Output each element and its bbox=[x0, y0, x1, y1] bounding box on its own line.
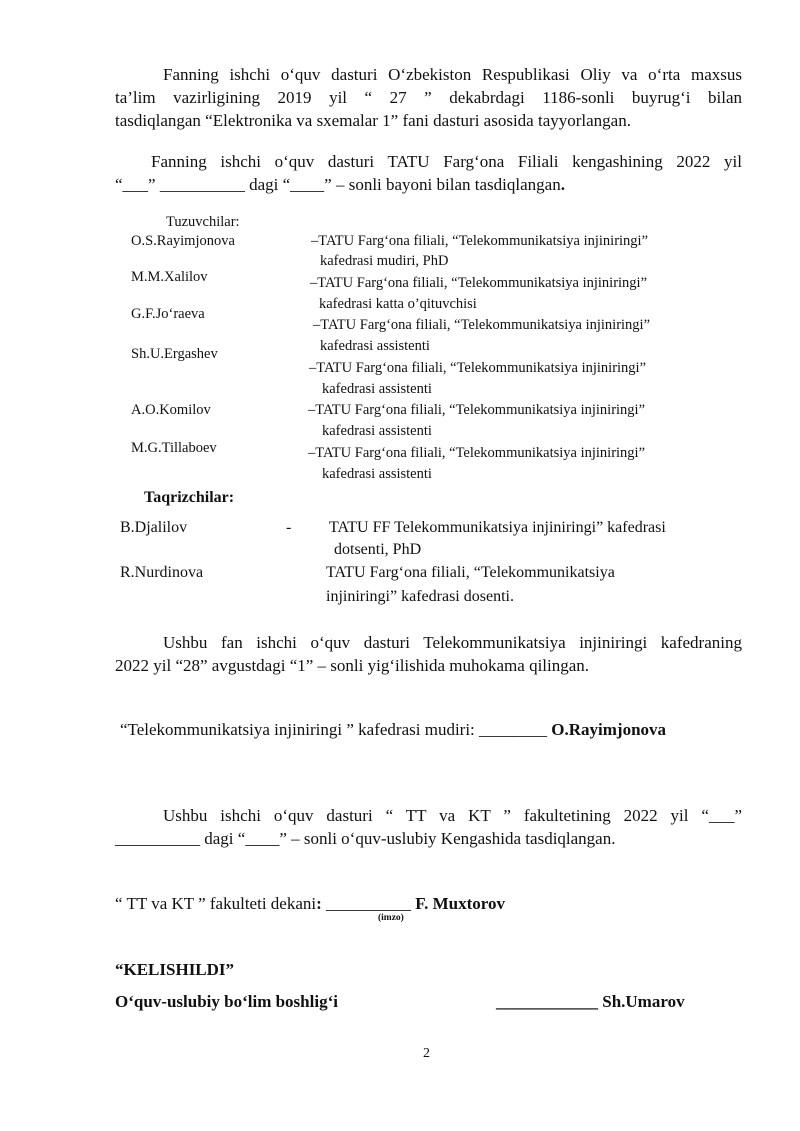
para1-line2: ta’lim vazirligining 2019 yil “ 27 ” dekabrdagi 1186-sonli buyrug‘i bilan bbox=[115, 88, 742, 107]
author-position: kafedrasi mudiri, PhD bbox=[320, 253, 449, 269]
reviewer-dash: - bbox=[286, 519, 292, 536]
reviewer-affiliation: TATU FF Telekommunikatsiya injiniringi” kafedrasi bbox=[329, 519, 666, 536]
reviewer-name: B.Djalilov bbox=[120, 519, 188, 536]
imzo-label: (imzo) bbox=[378, 913, 404, 923]
reviewer-position: injiniringi” kafedrasi dosenti. bbox=[326, 588, 514, 605]
dean-signature-label: “ TT va KT ” fakulteti dekani bbox=[115, 894, 317, 913]
dean-signature-line bbox=[115, 892, 505, 915]
agreed-dept: O‘quv-uslubiy bo‘lim boshlig‘i bbox=[115, 992, 338, 1011]
head-signature-label: “Telekommunikatsiya injiniringi ” kafedrasi mudiri: ________ bbox=[120, 720, 548, 739]
dean-signature-name: F. Muxtorov bbox=[415, 894, 506, 913]
para3-line1: Ushbu fan ishchi o‘quv dasturi Telekommunikatsiya injiniringi kafedraning bbox=[163, 633, 742, 652]
para2-line2-end: . bbox=[560, 175, 565, 194]
author-position: kafedrasi assistenti bbox=[322, 381, 432, 397]
author-name: A.O.Komilov bbox=[131, 402, 211, 418]
author-position: kafedrasi katta o’qituvchisi bbox=[319, 296, 477, 312]
agreed-heading: “KELISHILDI” bbox=[115, 960, 235, 979]
author-affiliation: –TATU Farg‘ona filiali, “Telekommunikatsiya injiniringi” bbox=[308, 445, 646, 461]
author-affiliation: –TATU Farg‘ona filiali, “Telekommunikatsiya injiniringi” bbox=[313, 317, 651, 333]
agreed-signature bbox=[496, 990, 685, 1013]
author-position: kafedrasi assistenti bbox=[322, 466, 432, 482]
author-position: kafedrasi assistenti bbox=[320, 338, 430, 354]
author-name: G.F.Jo‘raeva bbox=[131, 306, 205, 322]
para2-line1: Fanning ishchi o‘quv dasturi TATU Farg‘ona Filiali kengashining 2022 yil bbox=[151, 152, 742, 171]
para2-line2 bbox=[115, 173, 565, 196]
dean-signature-colon: : bbox=[316, 894, 322, 913]
author-name: O.S.Rayimjonova bbox=[131, 233, 235, 249]
para4-line2: __________ dagi “____” – sonli o‘quv-uslubiy Kengashida tasdiqlangan. bbox=[115, 829, 616, 848]
author-affiliation: –TATU Farg‘ona filiali, “Telekommunikatsiya injiniringi” bbox=[310, 275, 648, 291]
para2-line2-text: “___” __________ dagi “____” – sonli bayoni bilan tasdiqlangan bbox=[115, 175, 561, 194]
reviewer-position: dotsenti, PhD bbox=[334, 541, 422, 558]
head-signature-line bbox=[120, 718, 666, 741]
authors-heading: Tuzuvchilar: bbox=[166, 214, 240, 230]
author-affiliation: –TATU Farg‘ona filiali, “Telekommunikatsiya injiniringi” bbox=[308, 402, 646, 418]
agreed-blank: ____________ bbox=[496, 992, 598, 1011]
author-name: M.M.Xalilov bbox=[131, 269, 208, 285]
author-position: kafedrasi assistenti bbox=[322, 423, 432, 439]
reviewer-name: R.Nurdinova bbox=[120, 564, 204, 581]
author-affiliation: –TATU Farg‘ona filiali, “Telekommunikatsiya injiniringi” bbox=[309, 360, 647, 376]
author-affiliation: –TATU Farg‘ona filiali, “Telekommunikatsiya injiniringi” bbox=[311, 233, 649, 249]
page-number: 2 bbox=[423, 1046, 430, 1061]
para1-line3: tasdiqlangan “Elektronika va sxemalar 1” fani dasturi asosida tayyorlangan. bbox=[115, 111, 631, 130]
reviewer-affiliation: TATU Farg‘ona filiali, “Telekommunikatsiya bbox=[326, 564, 615, 581]
para3-line2: 2022 yil “28” avgustdagi “1” – sonli yig‘ilishida muhokama qilingan. bbox=[115, 656, 590, 675]
reviewers-heading: Taqrizchilar: bbox=[144, 489, 235, 506]
para4-line1: Ushbu ishchi o‘quv dasturi “ TT va KT ” fakultetining 2022 yil “___” bbox=[163, 806, 742, 825]
dean-signature-blank: __________ bbox=[326, 894, 412, 913]
head-signature-name: O.Rayimjonova bbox=[551, 720, 667, 739]
agreed-name: Sh.Umarov bbox=[602, 992, 685, 1011]
author-name: M.G.Tillaboev bbox=[131, 440, 217, 456]
para1-line1: Fanning ishchi o‘quv dasturi O‘zbekiston Respublikasi Oliy va o‘rta maxsus bbox=[163, 65, 742, 84]
author-name: Sh.U.Ergashev bbox=[131, 346, 218, 362]
